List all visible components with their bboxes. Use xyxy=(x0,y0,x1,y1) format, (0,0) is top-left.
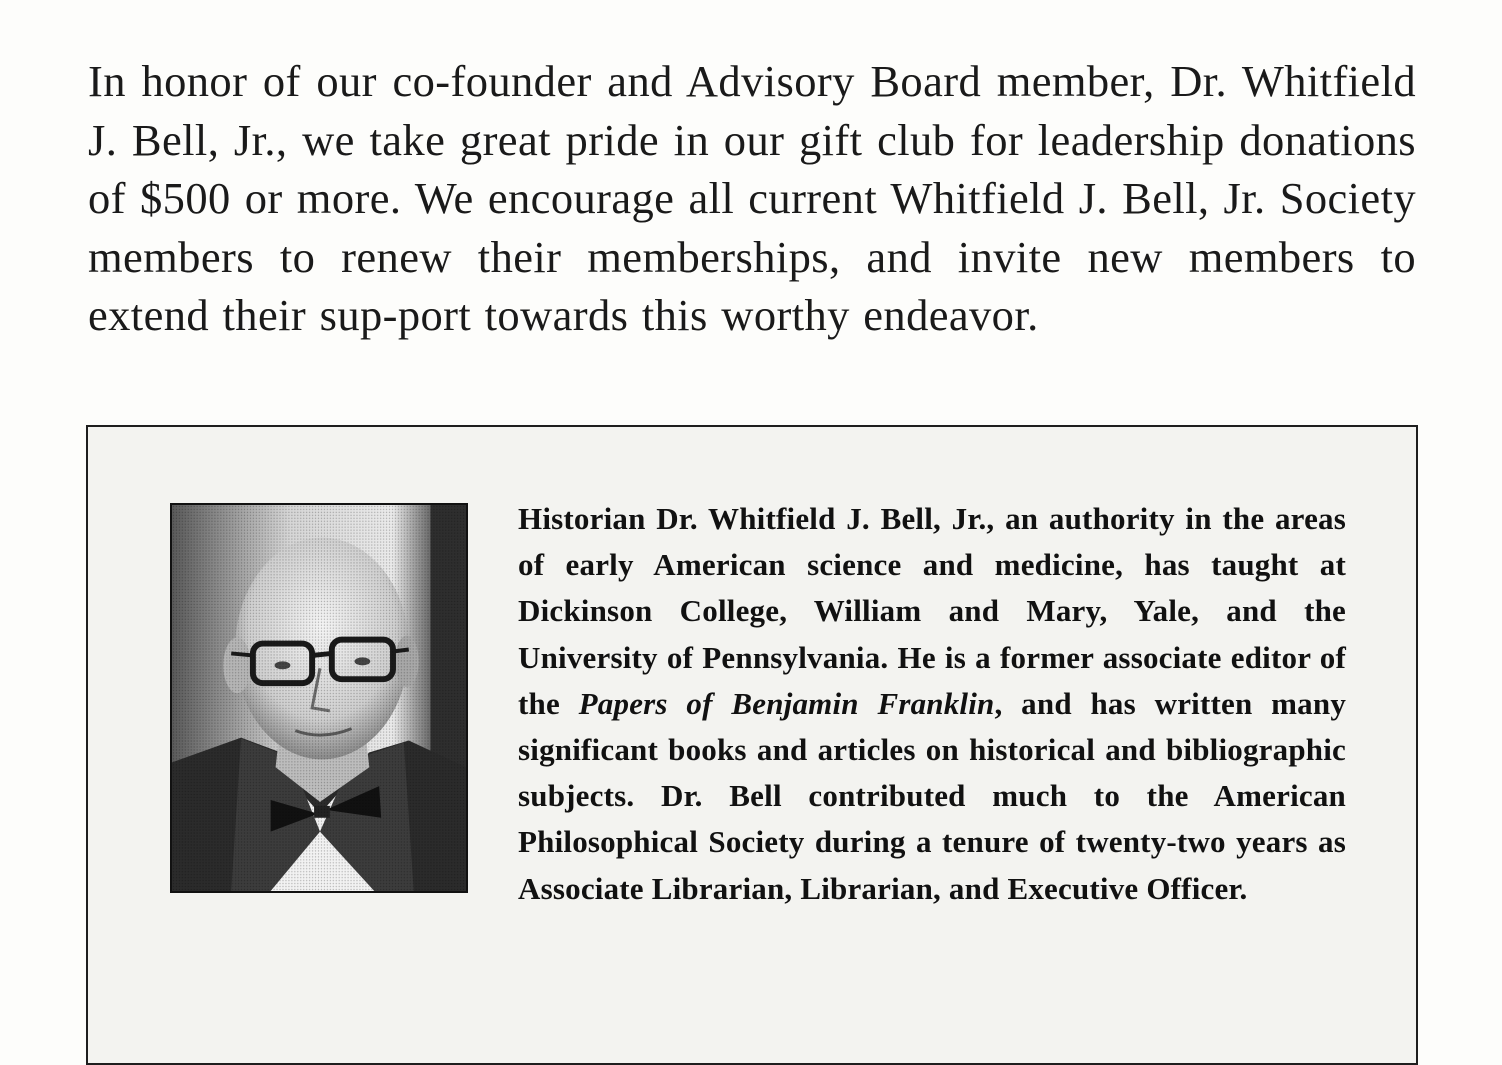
intro-paragraph: In honor of our co-founder and Advisory Board member, Dr. Whitfield J. Bell, Jr., we take great pride in our gift club for leadership donations of $500 or more. We encourage all current Whitfield J. Bell, Jr. Society members to renew their memberships, and invite new members to extend their sup-port towards this worthy endeavor. xyxy=(88,56,1416,341)
portrait-spacer xyxy=(170,496,518,912)
bio-paragraph xyxy=(170,496,1346,912)
bio-text-part-1: Historian Dr. Whitfield J. Bell, Jr., an authority in the areas of early American science and medicine, has taught at Dickinson College, William and Mary, Yale, and the University of Pennsylvania. He is a former associate editor of the xyxy=(518,501,1346,721)
bio-text-part-2: , and has written many significant books and articles on historical and bibliographic subjects. Dr. Bell contributed much to the American Philosophical Society during a tenure of twenty-two years as Associate Librarian, Librarian, and Executive Officer. xyxy=(518,685,1347,906)
bio-box xyxy=(86,425,1418,1065)
bio-book-title: Papers of Benjamin Franklin xyxy=(578,685,995,721)
